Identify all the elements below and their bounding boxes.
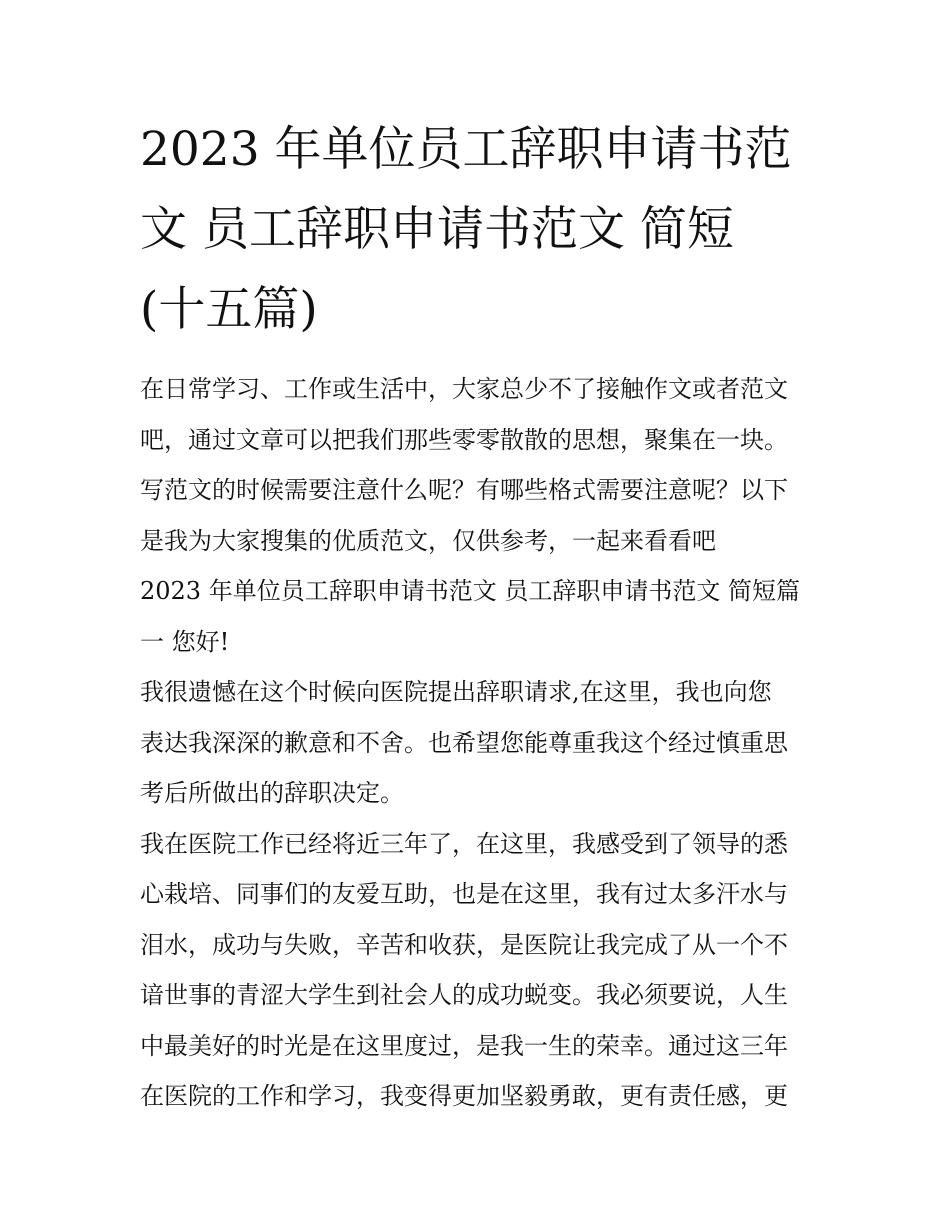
body-line-9: 考后所做出的辞职决定。 <box>140 779 404 807</box>
body-line-10: 我在医院工作已经将近三年了，在这里，我感受到了领导的悉 <box>140 829 788 858</box>
body-line-14: 中最美好的时光是在这里度过，是我一生的荣幸。通过这三年 <box>140 1031 788 1060</box>
document-content <box>140 110 815 1122</box>
body-line-3: 写范文的时候需要注意什么呢？有哪些格式需要注意呢？以下 <box>140 476 788 504</box>
body-line-15: 在医院的工作和学习，我变得更加坚毅勇敢，更有责任感，更 <box>140 1082 788 1110</box>
body-line-6: 一 您好! <box>140 627 230 656</box>
body-line-11: 心栽培、同事们的友爱互助，也是在这里，我有过太多汗水与 <box>140 880 788 908</box>
title-line-2: 文 员工辞职申请书范文 简短 <box>140 202 734 257</box>
title-line-3: (十五篇) <box>140 282 318 337</box>
body-line-7: 我很遗憾在这个时候向医院提出辞职请求,在这里，我也向您 <box>140 678 772 706</box>
document-body <box>140 364 815 1122</box>
body-line-5: 2023 年单位员工辞职申请书范文 员工辞职申请书范文 简短篇 <box>140 577 800 605</box>
body-line-2: 吧，通过文章可以把我们那些零零散散的思想，聚集在一块。 <box>140 425 788 454</box>
body-line-12: 泪水，成功与失败，辛苦和收获，是医院让我完成了从一个不 <box>140 930 788 959</box>
document-title <box>140 110 815 350</box>
body-line-13: 谙世事的青涩大学生到社会人的成功蜕变。我必须要说，人生 <box>140 981 788 1009</box>
body-line-8: 表达我深深的歉意和不舍。也希望您能尊重我这个经过慎重思 <box>140 728 788 757</box>
title-line-1: 2023 年单位员工辞职申请书范 <box>140 122 792 177</box>
body-line-1: 在日常学习、工作或生活中，大家总少不了接触作文或者范文 <box>140 375 788 403</box>
body-line-4: 是我为大家搜集的优质范文，仅供参考，一起来看看吧 <box>140 526 716 555</box>
